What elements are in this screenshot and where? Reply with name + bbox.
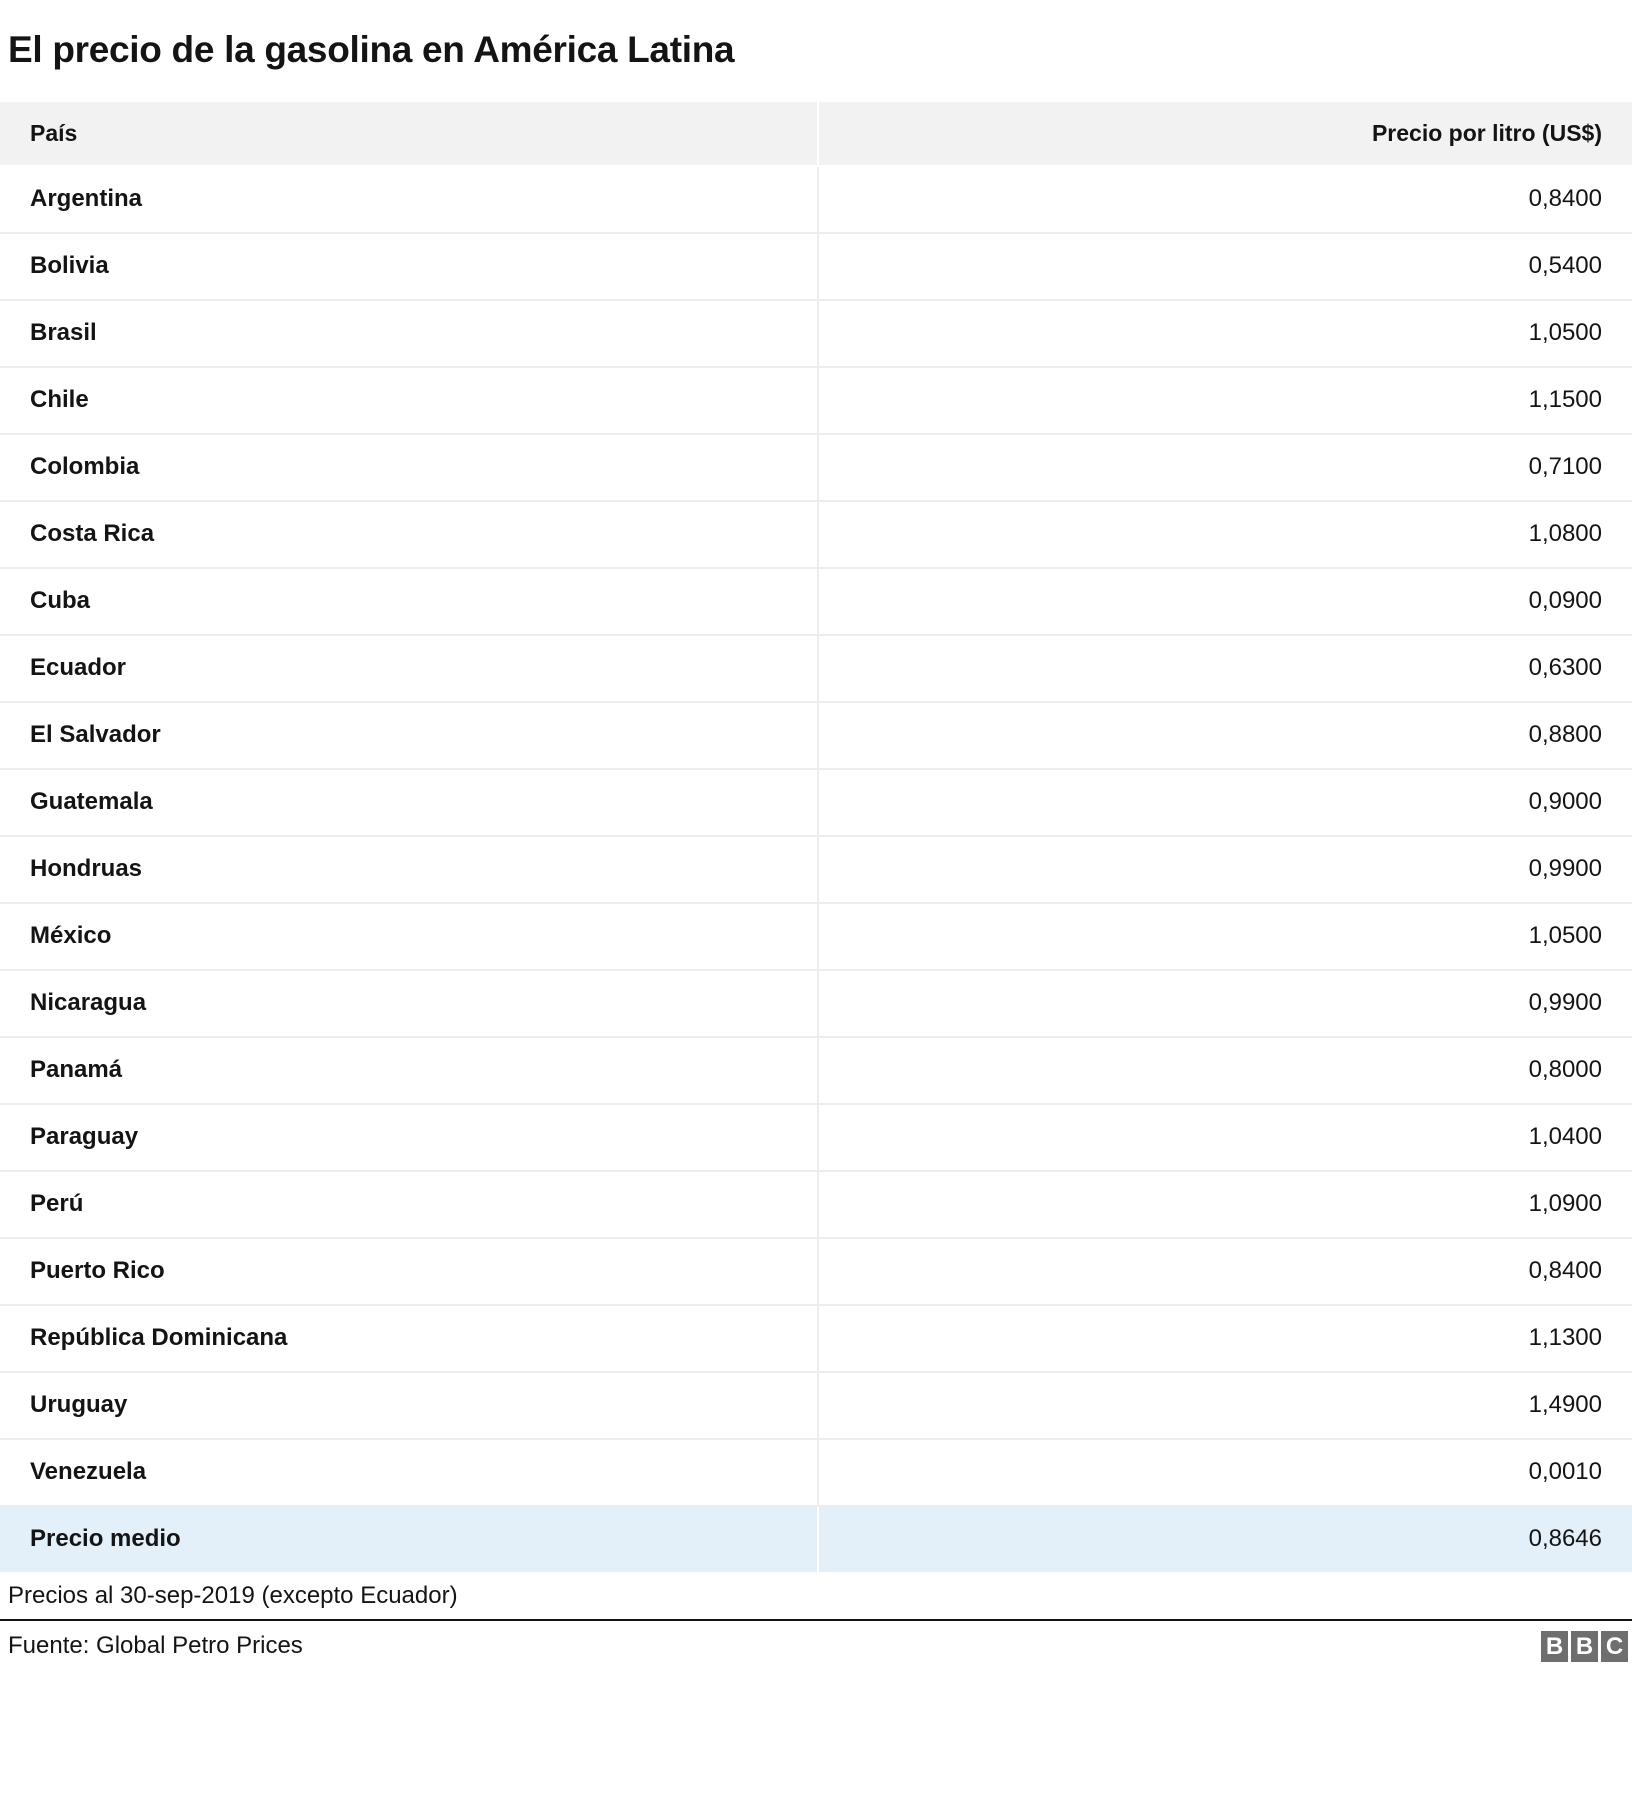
cell-price: 0,7100 — [818, 434, 1632, 501]
table-row — [0, 568, 1632, 635]
cell-price: 0,0010 — [818, 1439, 1632, 1506]
table-row — [0, 635, 1632, 702]
cell-country: Cuba — [0, 568, 818, 635]
cell-price: 0,8400 — [818, 1238, 1632, 1305]
cell-country: Paraguay — [0, 1104, 818, 1171]
cell-country: Colombia — [0, 434, 818, 501]
footnote: Precios al 30-sep-2019 (excepto Ecuador) — [8, 1581, 458, 1609]
cell-country: Guatemala — [0, 769, 818, 836]
cell-country: Brasil — [0, 300, 818, 367]
cell-country-summary: Precio medio — [0, 1506, 818, 1573]
table-row — [0, 769, 1632, 836]
table-row-summary — [0, 1506, 1632, 1573]
cell-country: Chile — [0, 367, 818, 434]
cell-country: Ecuador — [0, 635, 818, 702]
table-row — [0, 1305, 1632, 1372]
cell-country: México — [0, 903, 818, 970]
cell-country: Perú — [0, 1171, 818, 1238]
cell-country: Bolivia — [0, 233, 818, 300]
table-row — [0, 233, 1632, 300]
column-header-price: Precio por litro (US$) — [818, 102, 1632, 166]
cell-price: 1,0500 — [818, 903, 1632, 970]
cell-price: 1,0900 — [818, 1171, 1632, 1238]
table-body — [0, 166, 1632, 1573]
table-row — [0, 367, 1632, 434]
cell-country: República Dominicana — [0, 1305, 818, 1372]
gasoline-price-table-graphic — [0, 25, 1632, 1811]
cell-price: 1,1300 — [818, 1305, 1632, 1372]
cell-price: 1,0400 — [818, 1104, 1632, 1171]
cell-price: 0,6300 — [818, 635, 1632, 702]
table-row — [0, 501, 1632, 568]
table-row — [0, 903, 1632, 970]
bbc-logo — [1541, 1631, 1628, 1662]
cell-price: 0,9000 — [818, 769, 1632, 836]
cell-country: El Salvador — [0, 702, 818, 769]
cell-country: Puerto Rico — [0, 1238, 818, 1305]
cell-country: Costa Rica — [0, 501, 818, 568]
bbc-logo-block-3: C — [1601, 1631, 1628, 1662]
cell-price: 1,0800 — [818, 501, 1632, 568]
table-row — [0, 166, 1632, 233]
table-row — [0, 1238, 1632, 1305]
cell-price: 1,0500 — [818, 300, 1632, 367]
table-row — [0, 1037, 1632, 1104]
table-row — [0, 1372, 1632, 1439]
cell-price: 0,8400 — [818, 166, 1632, 233]
table-row — [0, 300, 1632, 367]
cell-price: 1,1500 — [818, 367, 1632, 434]
cell-price: 0,8800 — [818, 702, 1632, 769]
table-row — [0, 1439, 1632, 1506]
source-bar — [0, 1621, 1632, 1662]
table-row — [0, 1171, 1632, 1238]
bbc-logo-block-2: B — [1571, 1631, 1598, 1662]
cell-country: Nicaragua — [0, 970, 818, 1037]
gasoline-price-table — [0, 102, 1632, 1574]
page-title: El precio de la gasolina en América Latina — [8, 28, 735, 70]
cell-country: Venezuela — [0, 1439, 818, 1506]
table-row — [0, 970, 1632, 1037]
cell-price: 0,5400 — [818, 233, 1632, 300]
cell-country: Uruguay — [0, 1372, 818, 1439]
cell-price: 0,0900 — [818, 568, 1632, 635]
cell-price: 0,9900 — [818, 970, 1632, 1037]
cell-price: 1,4900 — [818, 1372, 1632, 1439]
table-header — [0, 102, 1632, 166]
column-header-country: País — [0, 102, 818, 166]
table-row — [0, 836, 1632, 903]
cell-price: 0,9900 — [818, 836, 1632, 903]
table-row — [0, 434, 1632, 501]
cell-country: Panamá — [0, 1037, 818, 1104]
cell-price: 0,8000 — [818, 1037, 1632, 1104]
cell-country: Hondruas — [0, 836, 818, 903]
cell-price-summary: 0,8646 — [818, 1506, 1632, 1573]
table-row — [0, 702, 1632, 769]
bbc-logo-block-1: B — [1541, 1631, 1568, 1662]
cell-country: Argentina — [0, 166, 818, 233]
source-text: Fuente: Global Petro Prices — [8, 1632, 303, 1660]
table-header-row — [0, 102, 1632, 166]
table-row — [0, 1104, 1632, 1171]
